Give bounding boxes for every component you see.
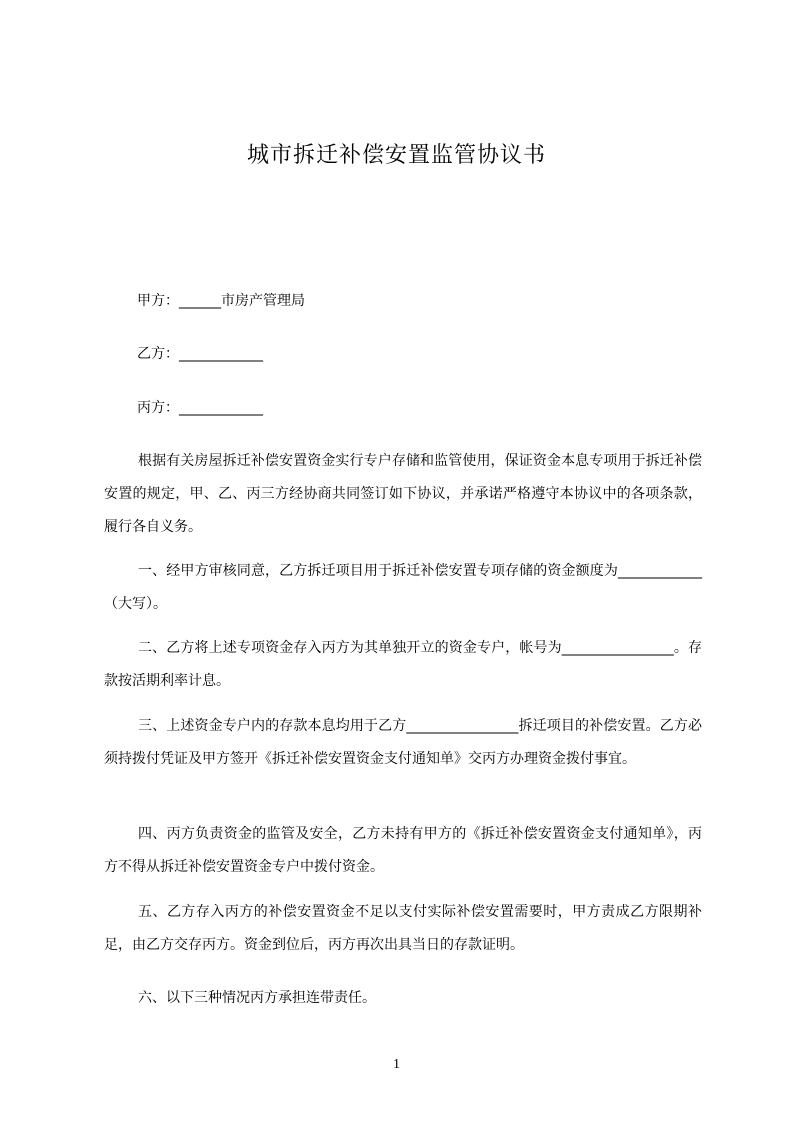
clause-6-paragraph: 六、以下三种情况丙方承担连带责任。 [138, 990, 376, 1006]
intro-paragraph: 根据有关房屋拆迁补偿安置资金实行专户存储和监管使用，保证资金本息专项用于拆迁补偿安置的规定，甲、乙、丙三方经协商共同签订如下协议，并承诺严格遵守本协议中的各项条款，履行各自义务。 [104, 453, 702, 535]
party-c-line: 丙方：____________ [137, 400, 263, 416]
clause-1-paragraph: 一、经甲方审核同意，乙方拆迁项目用于拆迁补偿安置专项存储的资金额度为____________（大写）。 [104, 563, 702, 612]
clause-3-paragraph: 三、上述资金专户内的存款本息均用于乙方________________拆迁项目的补偿安置。乙方必须持拨付凭证及甲方签开《拆迁补偿安置资金支付通知单》交丙方办理资金拨付事宜。 [104, 718, 702, 767]
page-number: 1 [393, 1057, 400, 1072]
clause-4-paragraph: 四、丙方负责资金的监管及安全，乙方未持有甲方的《拆迁补偿安置资金支付通知单》，丙方不得从拆迁补偿安置资金专户中拨付资金。 [104, 826, 702, 875]
party-a-line: 甲方：______市房产管理局 [137, 293, 305, 309]
document-title: 城市拆迁补偿安置监管协议书 [246, 143, 546, 168]
party-b-line: 乙方：____________ [137, 346, 263, 362]
clause-2-paragraph: 二、乙方将上述专项资金存入丙方为其单独开立的资金专户，帐号为________________。存款按活期利率计息。 [104, 640, 702, 689]
clause-5-paragraph: 五、乙方存入丙方的补偿安置资金不足以支付实际补偿安置需要时，甲方责成乙方限期补足，由乙方交存丙方。资金到位后，丙方再次出具当日的存款证明。 [104, 904, 702, 953]
